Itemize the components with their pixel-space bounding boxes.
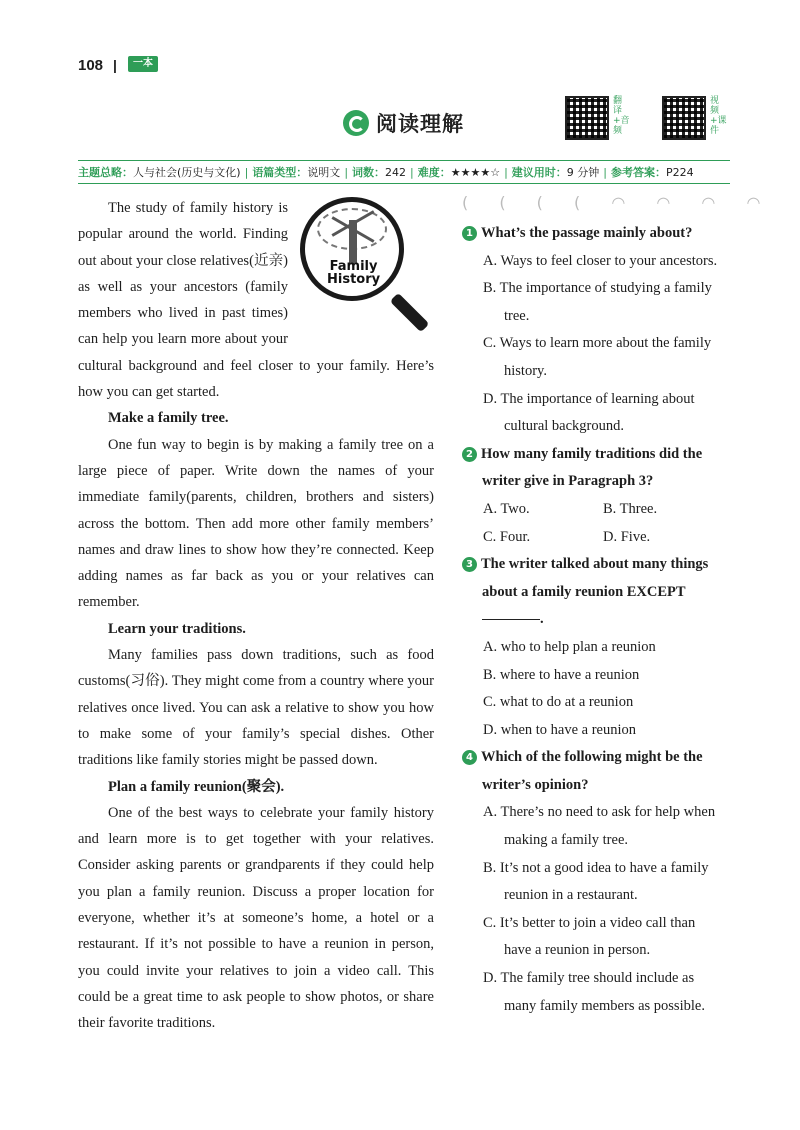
word-count-value: 242	[385, 165, 407, 179]
option-2d[interactable]: D. Five.	[603, 528, 651, 545]
option-4c[interactable]: C. It’s better to join a video call than have a reunion in person.	[483, 914, 696, 959]
tree-icon	[349, 220, 357, 264]
family-history-illustration	[294, 195, 434, 340]
question-number-badge: 2	[462, 447, 477, 462]
time-value: 9 分钟	[566, 166, 600, 179]
option-1d[interactable]: D. The importance of learning about cultural background.	[483, 390, 695, 435]
option-3b[interactable]: B. where to have a reunion	[483, 666, 640, 683]
answer-label: 参考答案：	[611, 166, 666, 179]
page-number: 108	[78, 57, 104, 74]
answer-blank	[482, 618, 540, 620]
magnifying-glass-icon	[300, 197, 404, 301]
word-count-label: 词数：	[352, 166, 386, 179]
question-4: 4 Which of the following might be the writer’s opinion?	[462, 744, 724, 799]
option-1c[interactable]: C. Ways to learn more about the family history.	[483, 335, 712, 379]
genre-label: 语篇类型：	[252, 166, 308, 179]
qr-label-video-courseware: 视频+课件	[710, 96, 727, 136]
option-2b[interactable]: B. Three.	[603, 500, 658, 517]
question-1: 1 What’s the passage mainly about?	[462, 220, 724, 248]
header-separator: |	[113, 57, 117, 73]
illustration-label-history: History	[327, 272, 381, 287]
heading-plan-reunion: Plan a family reunion(聚会).	[108, 778, 285, 795]
brand-badge: 一本	[128, 56, 158, 72]
paragraph-4: One of the best ways to celebrate your family history and learn more is to get together with your relatives. Consider asking parents or grandparents if they could help you plan a family reunion. Discuss a proper location for everyone, whether it’s at someone’s home, a hotel or a restaurant. If it’s not possible to have a reunion in person, you could invite your relatives to join a video call. This could be a great time to ask people to show photos, or share their favorite traditions.	[78, 804, 434, 1032]
paragraph-2: One fun way to begin is by making a family tree on a large piece of paper. Write down the names of your immediate family(parents, children, brothers and sisters) across the bottom. Then add more other family members’ names and draw lines to show how they’re connected. Keep adding names as far back as you or your relatives can remember.	[78, 436, 434, 611]
qr-label-translation-audio: 翻译+音频	[613, 96, 630, 136]
reading-passage	[78, 195, 434, 1037]
difficulty-value: ★★★★☆	[450, 165, 501, 179]
reading-section-icon	[343, 110, 369, 136]
question-number-badge: 1	[462, 226, 477, 241]
heading-make-family-tree: Make a family tree.	[108, 410, 229, 427]
difficulty-label: 难度：	[417, 166, 451, 179]
option-1b[interactable]: B. The importance of studying a family tree.	[483, 280, 712, 324]
question-2: 2 How many family traditions did the writer give in Paragraph 3?	[462, 441, 724, 496]
question-number-badge: 4	[462, 750, 477, 765]
theme-value: 人与社会(历史与文化)	[133, 166, 241, 179]
illustration-label-family: Family	[329, 259, 378, 274]
qr-code-icon	[662, 96, 706, 140]
theme-label: 主题总略：	[78, 166, 133, 179]
option-1a[interactable]: A. Ways to feel closer to your ancestors.	[483, 252, 718, 269]
question-list	[462, 220, 724, 1020]
option-3a[interactable]: A. who to help plan a reunion	[483, 638, 656, 655]
section-title: 阅读理解	[376, 112, 464, 136]
option-2a[interactable]: A. Two.	[483, 500, 530, 517]
question-3: 3 The writer talked about many things about a family reunion EXCEPT .	[462, 551, 724, 634]
option-3d[interactable]: D. when to have a reunion	[483, 721, 637, 738]
option-4b[interactable]: B. It’s not a good idea to have a family reunion in a restaurant.	[483, 859, 709, 904]
info-bar: 主题总略： 人与社会(历史与文化) | 语篇类型： 说明文 | 词数： 242 | 难度： ★★★★☆ | 建议用时： 9 分钟 | 参考答案： P224	[78, 160, 730, 184]
genre-value: 说明文	[307, 166, 341, 179]
qr-code-icon	[565, 96, 609, 140]
decorative-arcs: ( ( ( ( ◠ ◠ ◠ ◠	[462, 193, 774, 212]
paragraph-1: The study of family history is popular around the world. Finding out about your close relatives(近亲) as well as your ancestors (family members who lived in past times) can help you learn more about your cultural background and feel closer to your family. Here’s how you can get started.	[78, 200, 434, 401]
question-number-badge: 3	[462, 557, 477, 572]
option-2c[interactable]: C. Four.	[483, 528, 531, 545]
option-3c[interactable]: C. what to do at a reunion	[483, 694, 634, 711]
heading-learn-traditions: Learn your traditions.	[108, 620, 246, 637]
option-4a[interactable]: A. There’s no need to ask for help when making a family tree.	[483, 804, 716, 849]
answer-value: P224	[666, 165, 694, 179]
paragraph-3: Many families pass down traditions, such as food customs(习俗). They might come from a country where your relatives once lived. You can ask a relative to show you how to make some of your family’s special dishes. Other traditions like family stories might be passed down.	[78, 647, 434, 769]
option-4d[interactable]: D. The family tree should include as many family members as possible.	[483, 970, 705, 1014]
time-label: 建议用时：	[511, 166, 567, 179]
